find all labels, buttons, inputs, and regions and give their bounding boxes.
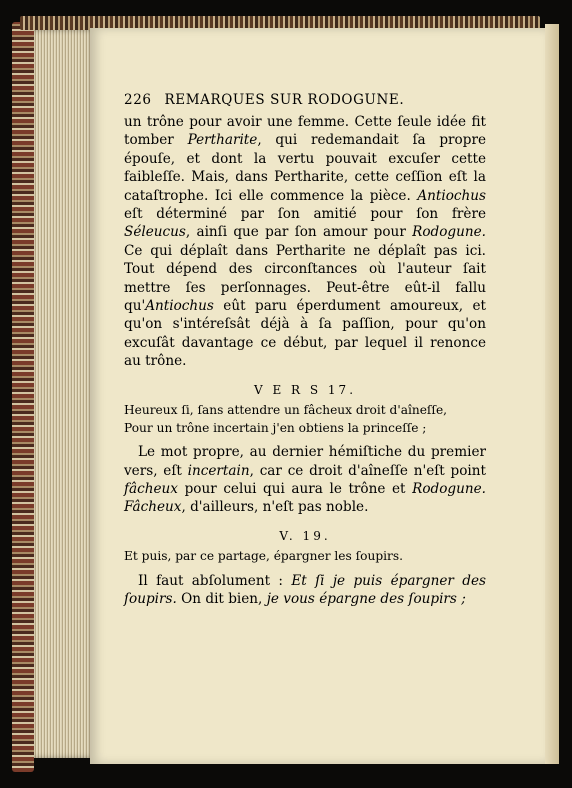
book-spine-edge xyxy=(12,22,34,772)
italic-run: Et ſi je puis épargner des ſoupirs. xyxy=(124,572,487,608)
page-number: 226 xyxy=(124,92,152,108)
italic-run: je vous épargne des ſoupirs ; xyxy=(266,591,466,608)
text-run: Il faut abſolument : xyxy=(138,572,292,589)
paragraph-1 xyxy=(124,113,486,371)
text-run: eût paru éperdument amoureux, et qu'on s'intéreſsât déjà à ſa paſſion, pour qu'on excuſât davantage ce début, par lequel il renonce au trône. xyxy=(124,298,486,370)
italic-run: Antiochus xyxy=(145,298,214,315)
italic-run: Rodogune. Fâcheux xyxy=(124,480,486,516)
facing-page-edge xyxy=(545,24,559,764)
text-run: Ce qui déplaît dans Pertharite ne déplaît pas ici. Tout dépend des circonſtances où l'auteur ſait mettre ſes perſonnages. Peut-être eût-il fallu qu' xyxy=(124,242,486,315)
text-run: Le mot propre, au dernier hémiſtiche du premier vers, eſt xyxy=(124,444,486,479)
running-header xyxy=(124,92,404,108)
text-run: , d'ailleurs, n'eſt pas noble. xyxy=(181,499,369,516)
verse-heading-17: V E R S 17. xyxy=(253,382,357,397)
text-run: , car ce droit d'aîneſſe n'eſt point xyxy=(249,462,486,479)
paragraph-2 xyxy=(124,443,486,517)
quoted-verse-line: Et puis, par ce partage, épargner les ſoupirs. xyxy=(124,549,403,564)
italic-run: Rodogune. xyxy=(412,224,486,241)
running-title: REMARQUES SUR RODOGUNE. xyxy=(164,92,405,108)
italic-run: fâcheux xyxy=(124,480,178,497)
italic-run: Séleucus xyxy=(124,224,186,241)
italic-run: Antiochus xyxy=(417,187,486,204)
quoted-verse-line: Pour un trône incertain j'en obtiens la princeſſe ; xyxy=(124,420,427,435)
page-body xyxy=(124,113,486,608)
text-run: On dit bien, xyxy=(176,591,267,608)
text-run: pour celui qui aura le trône et xyxy=(177,480,413,497)
italic-run: Pertharite xyxy=(187,132,258,149)
text-run: , ainſi que par ſon amour pour xyxy=(185,224,413,241)
text-run: , qui redemandait ſa propre épouſe, et dont la vertu pouvait excuſer cette faibleſſe. Mais, dans Pertharite, cette ceſſion eſt la cataſtrophe. Ici elle commence la pièce. xyxy=(124,132,486,204)
verse-heading-19: V. 19. xyxy=(279,528,331,543)
text-run: un trône pour avoir une femme. Cette ſeule idée fit tomber xyxy=(124,114,486,149)
quoted-verse-line: Heureux ſi, ſans attendre un fâcheux droit d'aîneſſe, xyxy=(124,403,448,418)
page-stack-edge xyxy=(34,30,96,758)
italic-run: incertain xyxy=(187,462,250,479)
text-run: eſt déterminé par ſon amitié pour ſon frère xyxy=(124,206,486,223)
paragraph-3 xyxy=(124,572,486,609)
